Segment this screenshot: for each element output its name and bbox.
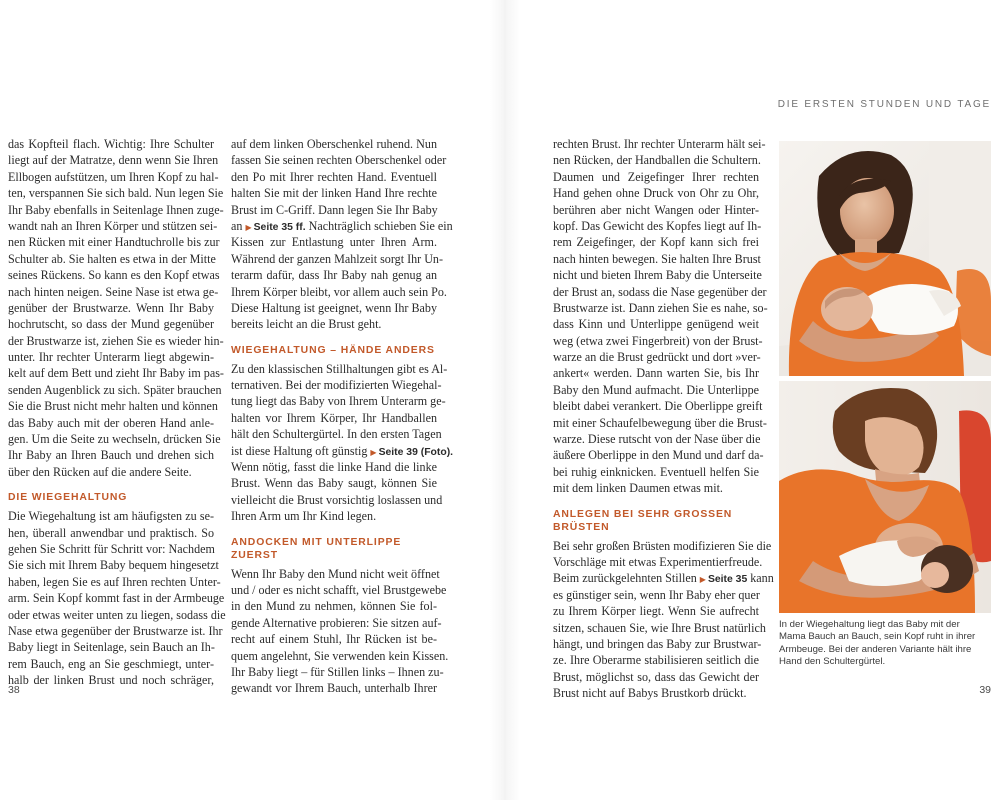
text-line: bereits leicht an die Brust geht. <box>231 317 382 332</box>
text-line: das Baby auch mit der oberen Hand anle- <box>8 415 214 430</box>
text-line: rechten Brust. Ihr rechter Unterarm hält sei- <box>553 137 766 151</box>
text-line: fassen Sie seinen rechten Oberschenkel oder <box>231 153 447 168</box>
text-line: Während der ganzen Mahlzeit sorgt Ihr Un- <box>231 251 444 266</box>
text-line: ternativen. Bei der modifizierten Wiegehal- <box>231 378 442 393</box>
text-line: Sie sich mit Ihrem Baby bequem hingesetzt <box>8 558 219 573</box>
text-line: Wenn Ihr Baby den Mund nicht weit öffnet <box>231 566 440 581</box>
text-line: ze. Ihre Oberarme stabilisieren seitlich die <box>553 653 759 668</box>
text-line <box>553 570 774 586</box>
text-fragment: Nachträglich schieben Sie ein <box>308 218 453 233</box>
page-number-right: 39 <box>979 684 991 696</box>
text-line: halten vor Ihrem Körper, Ihr Handballen <box>231 410 437 425</box>
text-line: zu Ihrem Körper liegt. Wenn Sie aufrecht <box>553 604 759 619</box>
text-line: Hand gehen ohne Druck von Ohr zu Ohr, <box>553 186 759 201</box>
text-line: bleibt dabei verankert. Die Oberlippe greift <box>553 399 763 414</box>
text-line: halten Sie mit der linken Hand Ihre rechte <box>231 186 437 201</box>
text-line: haben, legen Sie es auf Ihren rechten Unter- <box>8 574 221 589</box>
page-reference-label: Seite 35 ff. <box>253 221 306 233</box>
text-line: oder etwas weiter unten zu liegen, sodass die <box>8 607 226 622</box>
text-line: Wenn nötig, fasst die linke Hand die linke <box>231 460 437 475</box>
triangle-right-icon: ▶ <box>245 222 252 232</box>
text-line: Nase etwa gegenüber der Brustwarze ist. Ihr <box>8 623 223 638</box>
text-line: den Po mit Ihrer rechten Hand. Eventuell <box>231 169 437 184</box>
text-line: Die Wiegehaltung ist am häufigsten zu se- <box>8 509 214 524</box>
caption-line: Armbeuge. Bei der anderen Variante hält ihre <box>779 643 972 655</box>
text-line: Brust. Wenn das Baby saugt, können Sie <box>231 476 437 491</box>
text-line: quem angelehnt, Sie verwenden kein Kissen. <box>231 648 449 663</box>
text-line: Ihr Baby ebenfalls in Seitenlage Ihnen zuge- <box>8 202 224 217</box>
photo-breastfeeding-bottom-image <box>779 381 991 613</box>
text-line: Baby den Mund aufmacht. Die Unterlippe <box>553 382 759 397</box>
text-line: hen, überall anwendbar und praktisch. So <box>8 525 214 540</box>
photo-breastfeeding-bottom <box>779 381 991 613</box>
text-fragment: kann <box>750 571 774 586</box>
text-line: seines Rückens. So kann es den Kopf etwas <box>8 268 220 283</box>
text-line: terarm dafür, dass Ihr Baby nah genug an <box>231 268 437 283</box>
text-line: der Brustwarze ist, ziehen Sie es wieder hin- <box>8 333 224 348</box>
text-line: Ihr Baby an Ihren Bauch und drehen sich <box>8 448 214 463</box>
text-line: gewandt vor Ihrem Bauch, unterhalb Ihrer <box>231 681 437 696</box>
text-line: hochrutscht, so dass der Mund gegenüber <box>8 317 214 332</box>
text-line: nach hinten neigen. Seine Nase ist etwa ge- <box>8 284 219 299</box>
text-line: Baby liegt in Seitenlage, sein Bauch an Ih- <box>8 640 215 655</box>
text-line: Brust, möglichst so, dass das Gewicht der <box>553 669 759 684</box>
text-line <box>231 443 454 459</box>
text-line: und / oder es nicht schafft, viel Brustgewebe <box>231 582 447 597</box>
caption-line: Mama Bauch an Bauch, sein Kopf ruht in ihrer <box>779 631 976 643</box>
text-line: weg (etwa zwei Fingerbreit) von der Brust- <box>553 333 763 348</box>
text-line: Bei sehr großen Brüsten modifizieren Sie die <box>553 538 772 553</box>
column-3 <box>553 136 774 702</box>
caption-line: In der Wiegehaltung liegt das Baby mit der <box>779 619 960 630</box>
caption-line: Hand den Schultergürtel. <box>779 655 886 667</box>
text-line: Ihr Baby liegt – für Stillen links – Ihnen zu- <box>231 664 444 679</box>
text-line: vielleicht die Brust vorsichtig loslassen und <box>231 492 443 507</box>
photo-breastfeeding-top-image <box>779 141 991 376</box>
paragraph <box>231 566 449 697</box>
text-line: hält den Schultergürtel. In den ersten Tagen <box>231 427 442 442</box>
text-line: auf dem linken Oberschenkel ruhend. Nun <box>231 137 437 151</box>
text-line: gen. Um die Seite zu wechseln, drücken Sie <box>8 432 221 447</box>
text-line: das Kopfteil flach. Wichtig: Ihre Schulter <box>8 137 214 151</box>
text-line: Zu den klassischen Stillhaltungen gibt es Al- <box>231 361 448 376</box>
text-line: halb der linken Brust und noch schräger, <box>8 673 214 688</box>
text-line: Brust im C-Griff. Dann legen Sie Ihr Baby <box>231 202 438 217</box>
text-line: rem Zeigefinger, der Kopf kann sich frei <box>553 235 759 250</box>
text-line: Ihrem Körper bleibt, vor allem auch sein Po. <box>231 284 447 299</box>
text-line: arm. Sein Kopf kommt fast in der Armbeuge <box>8 591 225 606</box>
photo-caption <box>779 619 991 668</box>
page-reference-link[interactable] <box>245 222 305 233</box>
triangle-right-icon: ▶ <box>699 575 706 585</box>
paragraph <box>231 136 453 333</box>
page-reference-link[interactable] <box>370 447 453 458</box>
text-line: mit einer Schaufelbewegung über die Brust- <box>553 415 767 430</box>
text-line <box>231 218 453 234</box>
paragraph <box>553 136 768 497</box>
text-line: rem Bauch, eng an Sie geschmiegt, unter- <box>8 656 214 671</box>
paragraph <box>231 361 454 525</box>
text-line: ankert« werden. Dann warten Sie, bis Ihr <box>553 366 759 381</box>
paragraph <box>8 508 226 688</box>
text-line: Ihren Arm um Ihr Kind legen. <box>231 509 377 524</box>
text-line: gehen Sie Schritt für Schritt vor: Nachdem <box>8 541 215 556</box>
text-line: Kissen zur Entlastung unter Ihren Arm. <box>231 235 437 250</box>
text-line: kopf. Das Gewicht des Kopfes liegt auf Ih- <box>553 218 762 233</box>
text-line: hängt, und bringen das Baby zur Brustwar- <box>553 636 762 651</box>
paragraph <box>553 538 774 702</box>
column-1 <box>8 136 226 689</box>
text-line: äußere Oberlippe in den Mund und darf da- <box>553 448 764 463</box>
text-line: nen Rücken, der Handballen die Schultern. <box>553 153 761 168</box>
book-gutter <box>490 0 520 800</box>
text-line: wandt nah an Ihren Körper und stützen sei- <box>8 218 218 233</box>
text-fragment: ist diese Haltung oft günstig <box>231 443 368 458</box>
text-line: Brust nicht auf Babys Brustkorb drückt. <box>553 686 747 701</box>
text-line: nicht und bieten Ihrem Baby die Unterseite <box>553 268 762 283</box>
text-line: genüber der Brustwarze. Wenn Ihr Baby <box>8 300 214 315</box>
page-reference-label: Seite 39 (Foto). <box>378 446 454 458</box>
text-line: berühren aber nicht Wangen oder Hinter- <box>553 202 759 217</box>
text-fragment: Beim zurückgelehnten Stillen <box>553 571 697 586</box>
text-line: liegt auf der Matratze, denn wenn Sie Ihren <box>8 153 219 168</box>
column-2 <box>231 136 454 697</box>
text-line: recht auf einem Stuhl, Ihr Rücken ist be- <box>231 632 437 647</box>
text-line: mit dem linken Daumen etwas mit. <box>553 481 723 496</box>
text-line: in den Mund zu nehmen, können Sie fol- <box>231 599 437 614</box>
text-line: Ellbogen aufstützen, um Ihren Kopf zu hal- <box>8 169 219 184</box>
text-line: senden Augenblick zu sich. Später brauchen <box>8 382 222 397</box>
text-line: der Brust an, sodass die Nase gegenüber der <box>553 284 767 299</box>
text-line: unter. Ihr rechter Unterarm liegt abgewin- <box>8 350 214 365</box>
section-heading-wiegehaltung: DIE WIEGEHALTUNG <box>8 492 128 504</box>
text-line: Sie die Brust nicht mehr halten und können <box>8 399 218 414</box>
text-line: Diese Haltung ist geeignet, wenn Ihr Baby <box>231 300 437 315</box>
page-reference-label: Seite 35 <box>707 574 748 586</box>
text-line: Vorschläge mit etwas Experimentierfreude. <box>553 554 763 569</box>
section-heading-haende-anders: WIEGEHALTUNG – HÄNDE ANDERS <box>231 344 435 356</box>
triangle-right-icon: ▶ <box>370 447 377 457</box>
text-line: über den Rücken auf die andere Seite. <box>8 464 192 479</box>
text-line: kelt auf dem Bett und zieht Ihr Baby im pas- <box>8 366 224 381</box>
page-number-left: 38 <box>8 684 20 696</box>
text-line: es günstiger sein, wenn Ihr Baby eher quer <box>553 587 760 602</box>
paragraph <box>8 136 224 480</box>
text-line: warze an die Brust gedrückt und dort »ver- <box>553 350 761 365</box>
text-line: nen Rücken mit einer Handtuchrolle bis zur <box>8 235 220 250</box>
text-line: gende Alternative probieren: Sie sitzen auf- <box>231 615 442 630</box>
text-line: nach hinten bewegen. Sie halten Ihre Brust <box>553 251 761 266</box>
page-reference-link[interactable] <box>700 574 747 585</box>
text-line: tung liegt das Baby von Ihrem Unterarm ge- <box>231 394 446 409</box>
running-head: DIE ERSTEN STUNDEN UND TAGE <box>777 99 991 110</box>
text-line: Brustwarze ist. Dann ziehen Sie es nahe, so- <box>553 300 768 315</box>
text-line: bei ruhig einknicken. Eventuell helfen Sie <box>553 464 759 479</box>
text-line: warze. Diese rutscht von der Nase über die <box>553 432 761 447</box>
text-line: Daumen und Zeigefinger Ihrer rechten <box>553 169 759 184</box>
text-line: ten, verspannen Sie sich bald. Nun legen Sie <box>8 186 224 201</box>
text-fragment: an <box>231 218 243 233</box>
text-line: sitzen, schauen Sie, wie Ihre Brust natürlich <box>553 620 766 635</box>
section-heading-andocken: ANDOCKEN MIT UNTERLIPPE ZUERST <box>231 536 402 561</box>
section-heading-grosse-brueste: ANLEGEN BEI SEHR GROSSEN BRÜSTEN <box>553 508 733 533</box>
photo-breastfeeding-top <box>779 141 991 376</box>
text-line: dass Kinn und Unterlippe genügend weit <box>553 317 759 332</box>
text-line: Schulter ab. Sie halten es etwa in der Mitte <box>8 251 216 266</box>
